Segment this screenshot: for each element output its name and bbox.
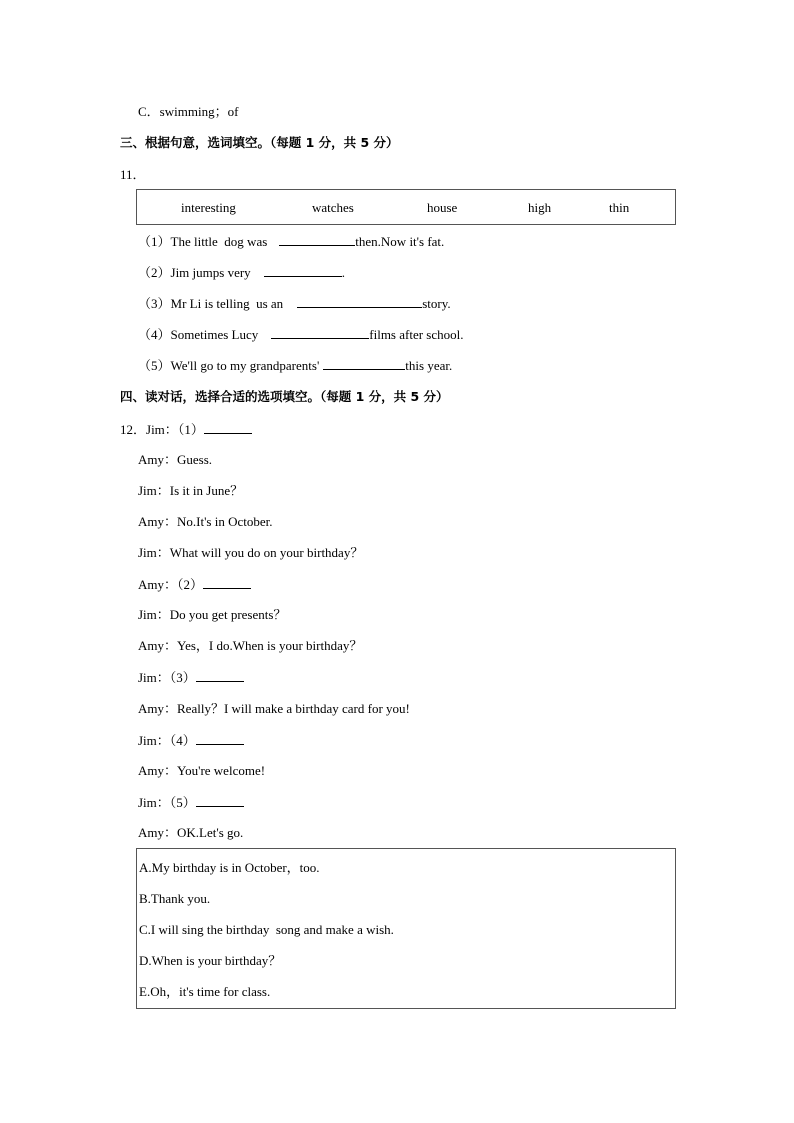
speaker: Jim： xyxy=(146,422,178,437)
dialogue-text: Guess. xyxy=(177,452,213,467)
dialogue-text: What will you do on your birthday？ xyxy=(169,545,364,560)
dialogue-line xyxy=(138,701,410,717)
dialogue-text: Really？I will make a birthday card for you! xyxy=(177,701,410,716)
item-text-after: story. xyxy=(422,296,451,311)
item-text-before: We'll go to my grandparents' xyxy=(170,358,320,373)
speaker: Amy： xyxy=(138,825,178,840)
dialogue-text: Yes，I do.When is your birthday？ xyxy=(177,638,363,653)
dialogue-text: （5） xyxy=(169,795,196,810)
dialogue-line xyxy=(138,638,362,654)
option-e: E.Oh，it's time for class. xyxy=(139,984,271,999)
speaker: Jim： xyxy=(138,607,170,622)
dialogue-text: （2） xyxy=(177,577,204,592)
dialogue-text: Is it in June？ xyxy=(169,483,244,498)
option-b: B.Thank you. xyxy=(139,891,211,906)
answer-blank[interactable] xyxy=(264,264,342,277)
question-12-number: 12． xyxy=(120,422,147,437)
option-c: C.I will sing the birthday song and make a wish. xyxy=(139,922,394,937)
section3-heading: 三、根据句意，选词填空。（每题 1 分，共 5 分） xyxy=(120,135,399,150)
item-text-after: then.Now it's fat. xyxy=(355,234,445,249)
speaker: Jim： xyxy=(138,483,170,498)
answer-blank[interactable] xyxy=(196,794,244,807)
speaker: Jim： xyxy=(138,670,170,685)
option-a: A.My birthday is in October，too. xyxy=(139,860,320,875)
speaker: Amy： xyxy=(138,514,178,529)
dialogue-text: No.It's in October. xyxy=(177,514,273,529)
options-box xyxy=(136,848,676,1009)
dialogue-line xyxy=(120,421,252,438)
dialogue-text: （3） xyxy=(169,670,196,685)
item-number: （2） xyxy=(138,265,171,280)
dialogue-text: OK.Let's go. xyxy=(177,825,244,840)
word-bank-item: thin xyxy=(609,200,630,215)
item-text-after: films after school. xyxy=(369,327,464,342)
dialogue-text: You're welcome! xyxy=(177,763,266,778)
answer-blank[interactable] xyxy=(196,732,244,745)
speaker: Amy： xyxy=(138,763,178,778)
section4-heading: 四、读对话，选择合适的选项填空。（每题 1 分，共 5 分） xyxy=(120,389,449,404)
fill-item-1 xyxy=(138,233,444,250)
speaker: Jim： xyxy=(138,733,170,748)
prev-option-c: C．swimming；of xyxy=(138,104,239,119)
word-bank-item: watches xyxy=(312,200,354,215)
dialogue-text: （1） xyxy=(177,422,204,437)
answer-blank[interactable] xyxy=(323,357,405,370)
option-d: D.When is your birthday？ xyxy=(139,953,282,968)
speaker: Amy： xyxy=(138,577,178,592)
item-text-before: Mr Li is telling us an xyxy=(170,296,284,311)
dialogue-line xyxy=(138,483,243,499)
fill-item-5 xyxy=(138,357,452,374)
speaker: Amy： xyxy=(138,638,178,653)
answer-blank[interactable] xyxy=(196,669,244,682)
word-bank-box xyxy=(136,189,676,225)
word-bank-item: interesting xyxy=(181,200,236,215)
item-number: （1） xyxy=(138,234,171,249)
answer-blank[interactable] xyxy=(297,295,422,308)
word-bank-item: high xyxy=(528,200,552,215)
answer-blank[interactable] xyxy=(271,326,369,339)
dialogue-line xyxy=(138,763,265,779)
fill-item-4 xyxy=(138,326,464,343)
item-number: （4） xyxy=(138,327,171,342)
speaker: Jim： xyxy=(138,545,170,560)
answer-blank[interactable] xyxy=(204,421,252,434)
item-number: （5） xyxy=(138,358,171,373)
fill-item-2 xyxy=(138,264,345,281)
item-number: （3） xyxy=(138,296,171,311)
item-text-before: Jim jumps very xyxy=(170,265,251,280)
item-text-after: this year. xyxy=(405,358,453,373)
dialogue-line xyxy=(138,794,244,811)
answer-blank[interactable] xyxy=(279,233,355,246)
item-text-after: . xyxy=(341,265,345,280)
dialogue-line xyxy=(138,732,244,749)
dialogue-line xyxy=(138,545,363,561)
dialogue-text: （4） xyxy=(169,733,196,748)
speaker: Amy： xyxy=(138,452,178,467)
question-11-number: 11． xyxy=(120,167,146,182)
dialogue-text: Do you get presents？ xyxy=(169,607,287,622)
dialogue-line xyxy=(138,514,273,530)
item-text-before: Sometimes Lucy xyxy=(170,327,259,342)
dialogue-line xyxy=(138,825,243,841)
fill-item-3 xyxy=(138,295,451,312)
item-text-before: The little dog was xyxy=(170,234,268,249)
dialogue-line xyxy=(138,607,286,623)
dialogue-line xyxy=(138,669,244,686)
dialogue-line xyxy=(138,452,212,468)
dialogue-line xyxy=(138,576,251,593)
speaker: Amy： xyxy=(138,701,178,716)
speaker: Jim： xyxy=(138,795,170,810)
word-bank-item: house xyxy=(427,200,458,215)
answer-blank[interactable] xyxy=(203,576,251,589)
